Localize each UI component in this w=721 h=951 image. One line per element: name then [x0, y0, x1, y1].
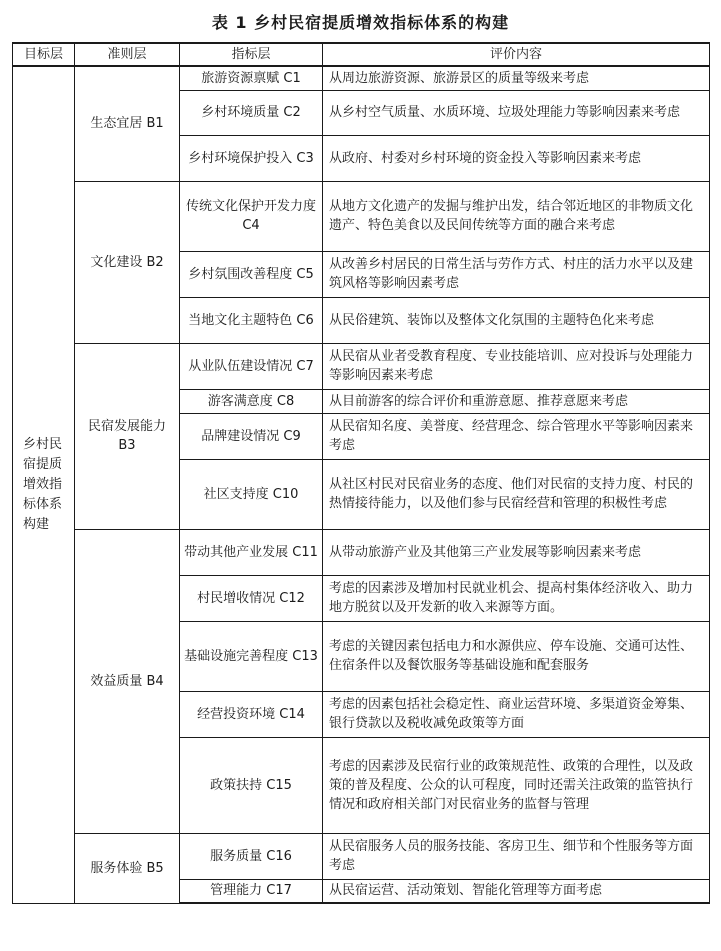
content-cell: 从民宿从业者受教育程度、专业技能培训、应对投诉与处理能力等影响因素来考虑 — [323, 343, 710, 389]
indicator-cell: 管理能力 C17 — [180, 879, 323, 903]
content-cell: 考虑的因素包括社会稳定性、商业运营环境、多渠道资金筹集、银行贷款以及税收减免政策等方面 — [323, 691, 710, 737]
content-cell: 从政府、村委对乡村环境的资金投入等影响因素来考虑 — [323, 135, 710, 181]
indicator-cell: 从业队伍建设情况 C7 — [180, 343, 323, 389]
content-cell: 从周边旅游资源、旅游景区的质量等级来考虑 — [323, 66, 710, 90]
indicator-cell: 政策扶持 C15 — [180, 737, 323, 833]
content-cell: 从改善乡村居民的日常生活与劳作方式、村庄的活力水平以及建筑风格等影响因素考虑 — [323, 251, 710, 297]
criterion-cell-b2: 文化建设 B2 — [75, 181, 180, 343]
content-cell: 考虑的因素涉及增加村民就业机会、提高村集体经济收入、助力地方脱贫以及开发新的收入来源等方面。 — [323, 575, 710, 621]
indicator-cell: 经营投资环境 C14 — [180, 691, 323, 737]
indicator-cell: 旅游资源禀赋 C1 — [180, 66, 323, 90]
indicator-cell: 服务质量 C16 — [180, 833, 323, 879]
indicator-cell: 社区支持度 C10 — [180, 459, 323, 529]
table-row — [13, 343, 710, 389]
table-title: 表 1 乡村民宿提质增效指标体系的构建 — [211, 13, 510, 32]
content-cell: 从乡村空气质量、水质环境、垃圾处理能力等影响因素来考虑 — [323, 90, 710, 135]
content-cell: 从民宿知名度、美誉度、经营理念、综合管理水平等影响因素来考虑 — [323, 413, 710, 459]
indicator-cell: 传统文化保护开发力度 C4 — [180, 181, 323, 251]
header-evaluation-content: 评价内容 — [323, 43, 710, 66]
criterion-cell-b3: 民宿发展能力 B3 — [75, 343, 180, 529]
table-row — [13, 529, 710, 575]
indicator-cell: 乡村氛围改善程度 C5 — [180, 251, 323, 297]
content-cell: 从带动旅游产业及其他第三产业发展等影响因素来考虑 — [323, 529, 710, 575]
content-cell: 从社区村民对民宿业务的态度、他们对民宿的支持力度、村民的热情接待能力，以及他们参与民宿经营和管理的积极性考虑 — [323, 459, 710, 529]
indicator-cell: 乡村环境质量 C2 — [180, 90, 323, 135]
indicator-cell: 乡村环境保护投入 C3 — [180, 135, 323, 181]
indicator-cell: 游客满意度 C8 — [180, 389, 323, 413]
indicator-cell: 当地文化主题特色 C6 — [180, 297, 323, 343]
content-cell: 从民宿服务人员的服务技能、客房卫生、细节和个性服务等方面考虑 — [323, 833, 710, 879]
indicator-cell: 带动其他产业发展 C11 — [180, 529, 323, 575]
criterion-cell-b1: 生态宜居 B1 — [75, 66, 180, 181]
header-target-layer: 目标层 — [13, 43, 75, 66]
criterion-cell-b5: 服务体验 B5 — [75, 833, 180, 903]
content-cell: 考虑的因素涉及民宿行业的政策规范性、政策的合理性，以及政策的普及程度、公众的认可程度，同时还需关注政策的监管执行情况和政府相关部门对民宿业务的监督与管理 — [323, 737, 710, 833]
content-cell: 从民俗建筑、装饰以及整体文化氛围的主题特色化来考虑 — [323, 297, 710, 343]
content-cell: 从地方文化遗产的发掘与维护出发，结合邻近地区的非物质文化遗产、特色美食以及民间传统等方面的融合来考虑 — [323, 181, 710, 251]
indicator-table — [12, 42, 710, 904]
indicator-cell: 品牌建设情况 C9 — [180, 413, 323, 459]
target-layer-cell: 乡村民宿提质增效指标体系构建 — [13, 66, 75, 903]
content-cell: 从目前游客的综合评价和重游意愿、推荐意愿来考虑 — [323, 389, 710, 413]
header-criterion-layer: 准则层 — [75, 43, 180, 66]
header-indicator-layer: 指标层 — [180, 43, 323, 66]
table-header-row — [13, 43, 710, 66]
table-row — [13, 181, 710, 251]
indicator-cell: 基础设施完善程度 C13 — [180, 621, 323, 691]
content-cell: 考虑的关键因素包括电力和水源供应、停车设施、交通可达性、住宿条件以及餐饮服务等基础设施和配套服务 — [323, 621, 710, 691]
table-row — [13, 66, 710, 90]
table-row — [13, 833, 710, 879]
indicator-cell: 村民增收情况 C12 — [180, 575, 323, 621]
criterion-cell-b4: 效益质量 B4 — [75, 529, 180, 833]
content-cell: 从民宿运营、活动策划、智能化管理等方面考虑 — [323, 879, 710, 903]
